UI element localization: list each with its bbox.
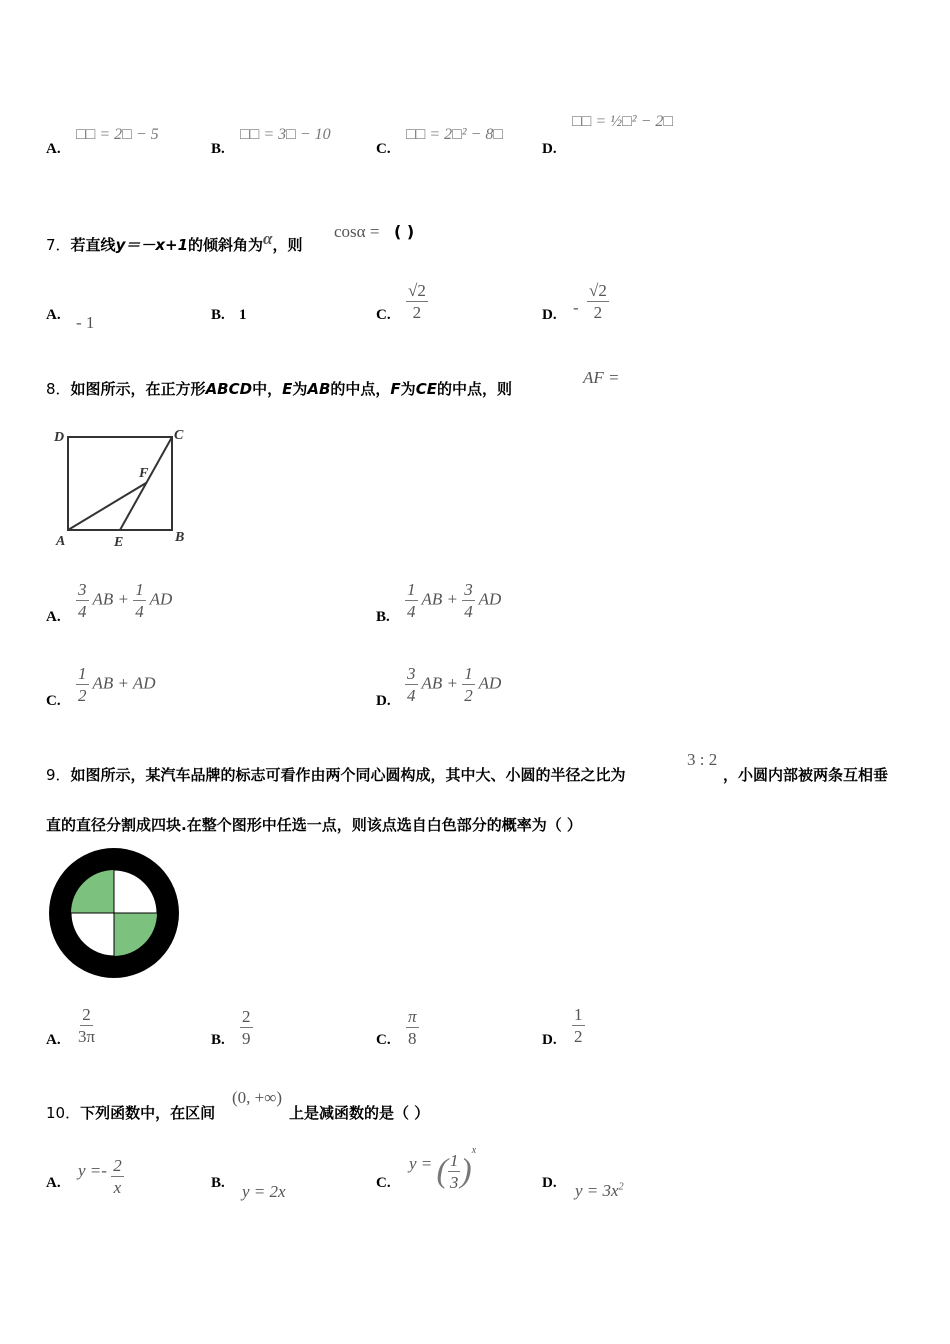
q7-number: 7． [46, 236, 71, 254]
q9-ratio: 3 : 2 [687, 750, 718, 769]
q9-option-d-fraction [572, 1006, 585, 1045]
q8-a-op: + [117, 589, 129, 609]
q9-line1: 如图所示，某汽车品牌的标志可看作由两个同心圆构成，其中大、小圆的半径之比为 [70, 766, 626, 784]
q9-option-c-fraction [406, 1008, 419, 1047]
q8-b-op: + [446, 589, 458, 609]
q8-f: F [390, 380, 401, 398]
q8-d-vec2: AD [478, 673, 502, 693]
q6-option-c-expr: □□ = 2□² − 8□ [406, 126, 504, 143]
q10-stem [46, 1102, 215, 1123]
q7-text-d: ，则 [272, 236, 303, 254]
segment-ec [120, 437, 172, 530]
q8-square-figure [50, 425, 195, 550]
q7-text-c: 的倾斜角为 [188, 236, 264, 254]
vertex-c: C [174, 428, 184, 443]
q8-text-d: 的中点， [330, 380, 391, 398]
point-f: F [139, 466, 149, 481]
q9-option-b-label: B. [211, 1032, 225, 1048]
q9-option-a-fraction [76, 1006, 97, 1045]
q10-a-den: x [113, 1178, 122, 1197]
q9-option-b-fraction [240, 1008, 253, 1047]
q8-b-num2: 3 [464, 580, 473, 599]
q9-option-c-label: C. [376, 1032, 391, 1048]
q10-option-d-label: D. [542, 1175, 557, 1191]
q9-c-num: π [408, 1007, 417, 1026]
q8-ab: AB [307, 380, 331, 398]
q7-paren: ( ) [394, 222, 415, 241]
q7-option-d-sign: - [573, 298, 579, 317]
q8-d-num2: 1 [464, 664, 473, 683]
q9-stem-line2: 直的直径分割成四块.在整个图形中任选一点，则该点选自白色部分的概率为（ ） [46, 816, 582, 834]
q8-a-vec1: AB [92, 589, 114, 609]
q8-c-den1: 2 [78, 686, 87, 705]
q7-option-d-den: 2 [593, 303, 603, 322]
q9-d-num: 1 [574, 1005, 583, 1024]
q6-option-b-label: B. [211, 141, 225, 157]
q10-d-base: y = 3x [575, 1181, 619, 1200]
q6-option-b-expr: □□ = 3□ − 10 [240, 126, 331, 143]
q7-line-eq: y＝－x+1 [115, 236, 189, 254]
q9-a-den: 3π [78, 1027, 96, 1046]
q10-c-pre: y = [409, 1154, 433, 1174]
q9-a-num: 2 [82, 1005, 91, 1024]
q10-number: 10． [46, 1104, 81, 1122]
q10-c-num: 1 [449, 1151, 459, 1170]
q8-b-den2: 4 [464, 602, 473, 621]
q9-logo-figure [48, 847, 182, 981]
q8-a-den1: 4 [78, 602, 87, 621]
q7-option-c-den: 2 [412, 303, 422, 322]
q7-option-c-num: √2 [408, 281, 426, 300]
q8-number: 8． [46, 380, 71, 398]
q8-a-num1: 3 [78, 580, 87, 599]
q10-option-c-expr [409, 1144, 477, 1192]
q10-c-exp: x [471, 1144, 477, 1156]
q7-cos-expr: cosα = [334, 222, 380, 241]
q10-a-pre: y =- [78, 1161, 107, 1181]
q8-stem [46, 378, 512, 399]
q6-option-a-expr: □□ = 2□ − 5 [76, 126, 159, 143]
q6-option-a-label: A. [46, 141, 61, 157]
q7-alpha: α [263, 229, 273, 248]
vertex-a: A [56, 534, 66, 549]
point-e: E [114, 535, 124, 550]
q9-line1b: ，小圆内部被两条互相垂 [723, 766, 889, 784]
q7-option-d-label: D. [542, 307, 557, 323]
q7-option-d-num: √2 [589, 281, 607, 300]
q7-stem [46, 229, 303, 255]
q7-option-a-value: - 1 [76, 313, 95, 332]
q10-text-b: 上是减函数的是（ ） [289, 1104, 430, 1122]
q6-option-c-label: C. [376, 141, 391, 157]
q10-interval: (0, +∞) [232, 1088, 283, 1107]
q7-option-d-fraction [587, 282, 609, 321]
q8-af-expr: AF = [583, 368, 620, 387]
q8-option-c-expr [76, 665, 156, 704]
q8-option-d-expr [405, 665, 501, 704]
q10-option-d-expr [575, 1181, 624, 1201]
q6-option-d-label: D. [542, 141, 557, 157]
q9-stem-line1 [46, 764, 626, 785]
square-abcd [68, 437, 172, 530]
q6-option-d-expr: □□ = ½□² − 2□ [572, 113, 674, 130]
q8-c-op: + [117, 673, 129, 693]
q8-c-vec1: AB [92, 673, 114, 693]
q10-option-a-label: A. [46, 1175, 61, 1191]
q10-text-a: 下列函数中，在区间 [80, 1104, 216, 1122]
q8-abcd: ABCD [205, 380, 253, 398]
q10-c-den: 3 [449, 1173, 459, 1192]
q8-d-den2: 2 [464, 686, 473, 705]
q7-text-a: 若直线 [70, 236, 116, 254]
segment-af [68, 483, 146, 530]
q8-option-c-label: C. [46, 693, 61, 709]
q8-a-den2: 4 [135, 602, 144, 621]
q10-d-exp: 2 [618, 1181, 624, 1193]
q8-option-b-label: B. [376, 609, 390, 625]
q8-option-b-expr [405, 581, 501, 620]
q9-b-num: 2 [242, 1007, 251, 1026]
q8-text-e: 为 [400, 380, 416, 398]
q8-b-vec1: AB [421, 589, 443, 609]
q8-d-den1: 4 [407, 686, 416, 705]
q8-a-vec2: AD [149, 589, 173, 609]
q7-option-b-value: 1 [239, 307, 247, 323]
q8-option-d-label: D. [376, 693, 391, 709]
q8-a-num2: 1 [135, 580, 144, 599]
vertex-b: B [175, 530, 185, 545]
q10-c-rparen: ) [460, 1152, 472, 1190]
q8-c-num1: 1 [78, 664, 87, 683]
q8-text-a: 如图所示，在正方形 [70, 380, 206, 398]
q10-option-b-label: B. [211, 1175, 225, 1191]
q8-b-vec2: AD [478, 589, 502, 609]
q8-c-vec2: AD [132, 673, 156, 693]
q10-option-c-label: C. [376, 1175, 391, 1191]
q8-d-vec1: AB [421, 673, 443, 693]
vertex-d: D [54, 430, 65, 445]
q10-option-a-expr [78, 1157, 124, 1196]
q9-c-den: 8 [408, 1029, 417, 1048]
q8-b-den1: 4 [407, 602, 416, 621]
q8-e: E [282, 380, 293, 398]
q8-option-a-label: A. [46, 609, 61, 625]
q9-option-d-label: D. [542, 1032, 557, 1048]
q7-option-c-fraction [406, 282, 428, 321]
q9-b-den: 9 [242, 1029, 251, 1048]
q10-a-num: 2 [113, 1156, 122, 1175]
q8-text-c: 为 [292, 380, 308, 398]
q8-option-a-expr [76, 581, 172, 620]
q8-text-f: 的中点，则 [436, 380, 512, 398]
q8-d-op: + [446, 673, 458, 693]
q9-number: 9． [46, 766, 71, 784]
q8-b-num1: 1 [407, 580, 416, 599]
q9-option-a-label: A. [46, 1032, 61, 1048]
q10-option-b-expr: y = 2x [242, 1182, 286, 1201]
q10-c-lparen: ( [436, 1152, 448, 1190]
q8-d-num1: 3 [407, 664, 416, 683]
q7-option-c-label: C. [376, 307, 391, 323]
q8-ce: CE [415, 380, 437, 398]
q7-option-a-label: A. [46, 307, 61, 323]
q8-text-b: 中， [252, 380, 283, 398]
q9-d-den: 2 [574, 1027, 583, 1046]
q7-option-b-label: B. [211, 307, 225, 323]
